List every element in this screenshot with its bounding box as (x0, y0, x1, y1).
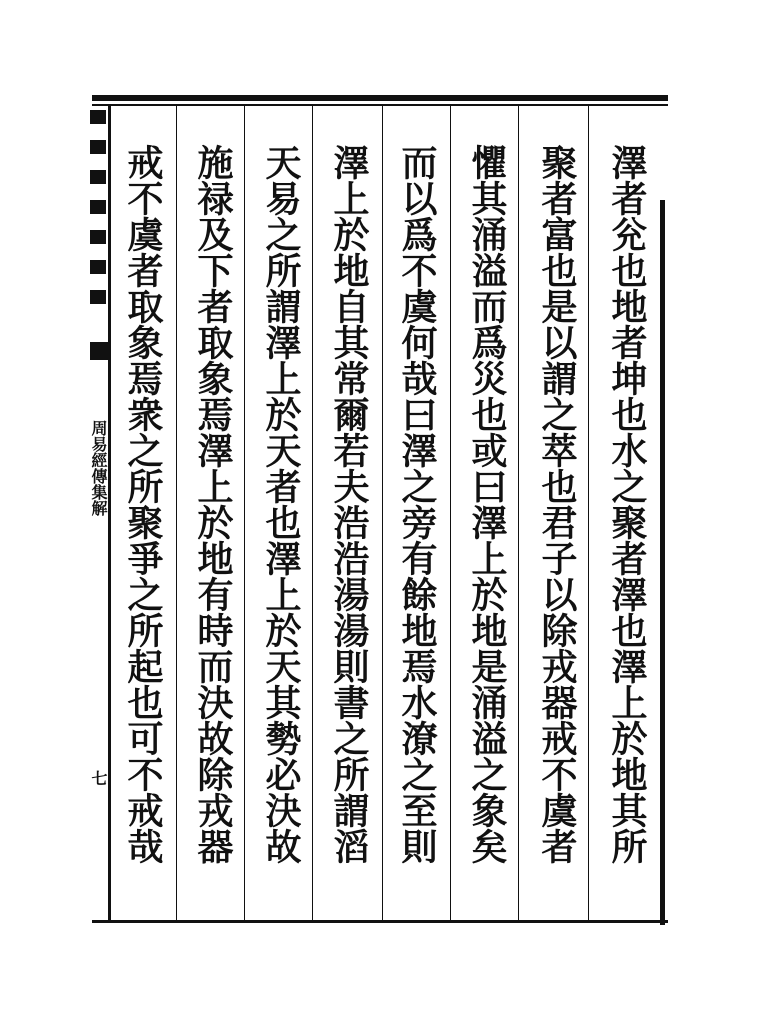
margin-block-mark (90, 342, 108, 360)
column-divider (244, 106, 245, 920)
margin-page-number: 七 (89, 770, 108, 786)
margin-ornament-upper (90, 110, 106, 310)
top-border-inner (92, 104, 668, 106)
text-column-8: 戒不虞者取象焉衆之所聚爭之所起也可不戒哉 (122, 144, 164, 864)
top-border (92, 95, 668, 101)
text-column-2: 聚者富也是以謂之萃也君子以除戎器戒不虞者 (536, 144, 578, 864)
column-divider (588, 106, 589, 920)
text-column-4: 而以爲不虞何哉曰澤之旁有餘地焉水潦之至則 (396, 144, 438, 864)
text-column-6: 天易之所謂澤上於天者也澤上於天其勢必決故 (260, 144, 302, 864)
column-divider (382, 106, 383, 920)
text-column-1: 澤者兊也地者坤也水之聚者澤也澤上於地其所 (606, 144, 648, 864)
text-column-3: 懼其涌溢而爲災也或曰澤上於地是涌溢之象矣 (466, 144, 508, 864)
column-divider (518, 106, 519, 920)
column-divider (176, 106, 177, 920)
right-border (660, 200, 665, 925)
margin-book-title: 周易經傳集解 (89, 420, 108, 516)
text-column-7: 施禄及下者取象焉澤上於地有時而決故除戎器 (192, 144, 234, 864)
column-divider (450, 106, 451, 920)
text-column-5: 澤上於地自其常爾若夫浩浩湯湯則書之所謂滔 (328, 144, 370, 864)
column-divider (312, 106, 313, 920)
